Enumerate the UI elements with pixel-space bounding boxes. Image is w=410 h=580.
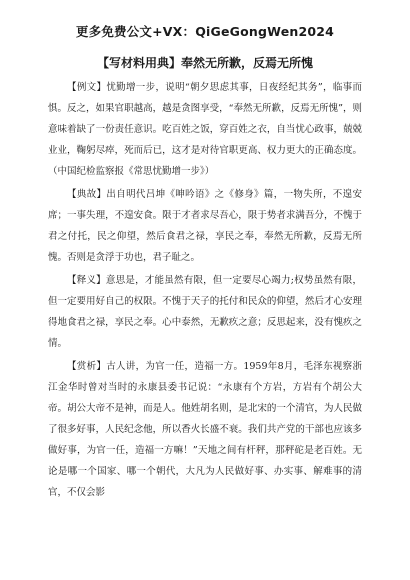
paragraph-appreciation <box>48 356 362 503</box>
paragraph-tag: 【赏析】 <box>67 361 107 372</box>
paragraph-text: 意思是，才能虽然有限，但一定要尽心竭力;权势虽然有限，但一定要用好自己的权限。不愧于天子的托付和民众的仰望，然后才心安理得地食君之禄，享民之奉。心中泰然，无歉疚之意；反思起来，没有愧疚之情。 <box>48 275 362 349</box>
paragraph-meaning <box>48 270 362 354</box>
paragraph-allusion <box>48 184 362 268</box>
paragraph-tag: 【释义】 <box>67 275 106 286</box>
document-title: 【写材料用典】奉然无所歉，反焉无所愧 <box>96 56 313 70</box>
paragraph-text: 古人讲，为官一任，造福一方。1959年8月，毛泽东视察浙江金华时曾对当时的永康县委书记说：“永康有个方岩，方岩有个胡公大帝。胡公大帝不是神，而是人。他姓胡名则，是北宋的一个清官，为人民做了很多好事，人民纪念他，所以香火长盛不衰。我们共产党的干部也应该多做好事，为官一任，造福一方嘛！”天地之间有杆秤，那秤砣是老百姓。无论是哪一个国家、哪一个朝代，大凡为人民做好事、办实事、解难事的清官，不仅会影 <box>48 361 362 498</box>
paragraph-tag: 【典故】 <box>67 189 107 200</box>
paragraph-tag: 【例文】 <box>67 82 107 93</box>
promo-header: 更多免费公文+VX：QiGeGongWen2024 <box>75 24 335 39</box>
paragraph-text: 出自明代吕坤《呻吟语》之《修身》篇，一物失所，不遑安席；一事失理，不遑安食。限于才者求尽吾心，限于势者求满吾分，不愧于君之付托，民之仰望，然后食君之禄，享民之奉，奉然无所歉，反焉无所愧。否则是贪浮于功也，君子耻之。 <box>48 189 362 263</box>
paragraph-example <box>48 77 362 182</box>
paragraph-text: 忧勤增一步，说明“朝夕思虑其事，日夜经纪其务”，临事而惧。反之，如果官职越高，越是贪图享受，“奉然无所歉，反焉无所愧”，则意味着缺了一份责任意识。吃百姓之饭，穿百姓之衣，自当忧心政事，兢兢业业，鞠躬尽瘁，死而后已，这才是对待官职更高、权力更大的正确态度。（中国纪检监察报《常思忧勤增一步》） <box>48 82 362 177</box>
